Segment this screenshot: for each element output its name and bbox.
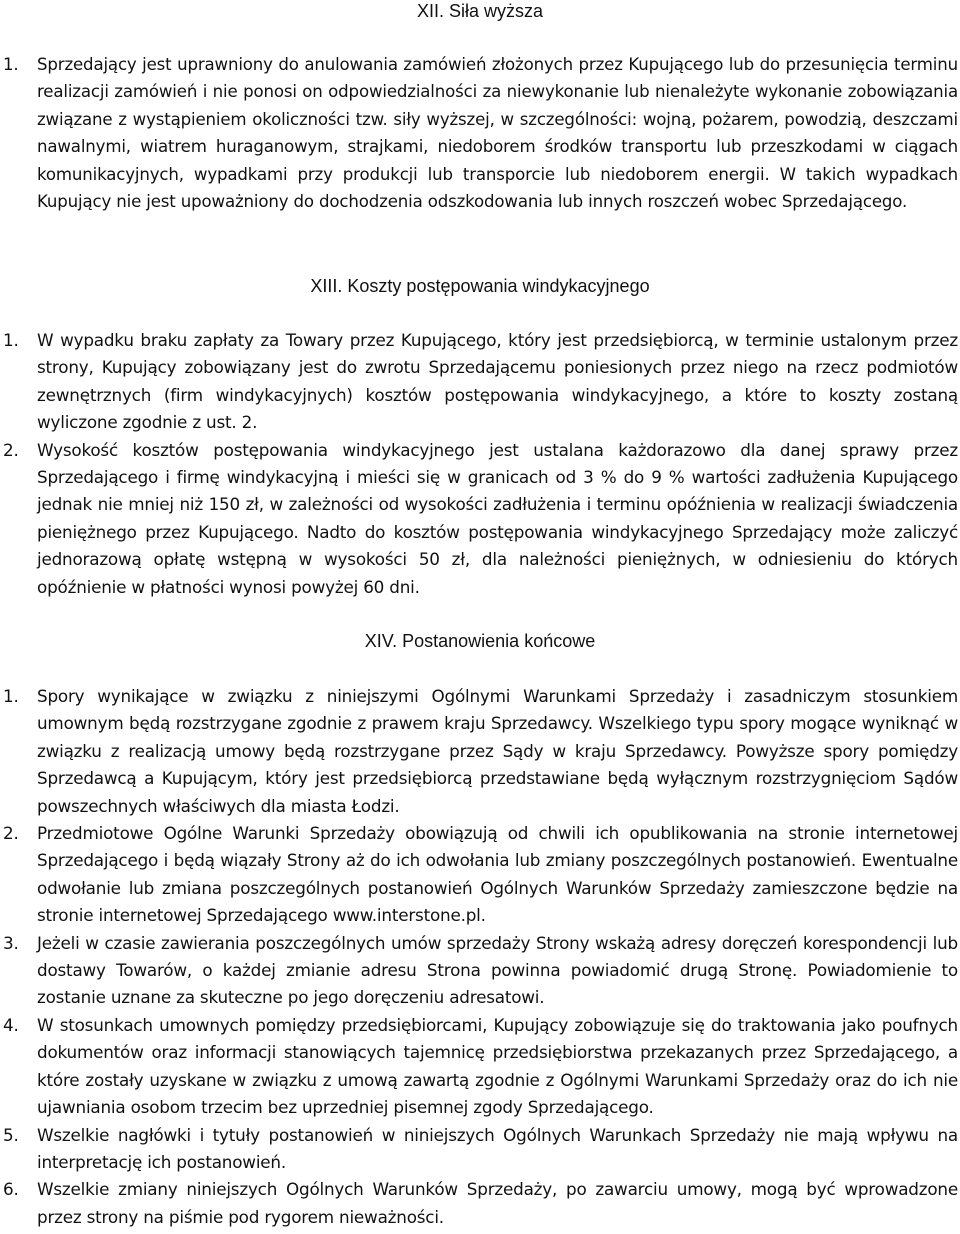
item-text: Wszelkie nagłówki i tytuły postanowień w niniejszych Ogólnych Warunkach Sprzedaży nie mają wpływu na interpretację ich postanowień. [37, 1124, 958, 1172]
item-number: 6. [3, 1179, 19, 1200]
list-item [0, 820, 960, 930]
list-item [0, 327, 960, 437]
item-number: 1. [3, 55, 19, 74]
item-text: W stosunkach umownych pomiędzy przedsiębiorcami, Kupujący zobowiązuje się do traktowania jako poufnych dokumentów oraz informacji stanowiących tajemnicę przedsiębiorstwa przekazanych przez Sprzedającego, a które zostały uzyskane w związku z umową zawartą zgodnie z Ogólnymi Warunkami Sprzedaży oraz do ich nie ujawniania osobom trzecim bez uprzedniej pisemnej zgody Sprzedającego. [37, 1014, 958, 1118]
item-text: Wszelkie zmiany niniejszych Ogólnych Warunków Sprzedaży, po zawarciu umowy, mogą być wprowadzone przez strony na piśmie pod rygorem nieważności. [37, 1179, 958, 1227]
item-text: Spory wynikające w związku z niniejszymi Ogólnymi Warunkami Sprzedaży i zasadniczym stosunkiem umownym będą rozstrzygane zgodnie z prawem kraju Sprzedawcy. Wszelkiego typu spory mogące wyniknąć w związku z realizacją umowy będą rozstrzygane przez Sądy w kraju Sprzedawcy. Powyższe spory pomiędzy Sprzedawcą a Kupującym, który jest przedsiębiorcą przedstawiane będą wyłącznym rozstrzygnięciom Sądów powszechnych właściwych dla miasta Łodzi. [37, 686, 958, 816]
item-text: W wypadku braku zapłaty za Towary przez Kupującego, który jest przedsiębiorcą, w terminie ustalonym przez strony, Kupujący zobowiązany jest do zwrotu Sprzedającemu poniesionych przez niego na rzecz podmiotów zewnętrznych (firm windykacyjnych) kosztów postępowania windykacyjnego, a które to koszty zostaną wyliczone zgodnie z ust. 2. [37, 330, 958, 433]
section-title-force-majeure: XII. Siła wyższa [416, 1, 544, 21]
item-number: 1. [3, 330, 19, 350]
item-number: 1. [3, 686, 19, 706]
item-text: Wysokość kosztów postępowania windykacyjnego jest ustalana każdorazowo dla danej sprawy przez Sprzedającego i firmę windykacyjną i mieści się w granicach od 3 % do 9 % wartości zadłużenia Kupującego jednak nie mniej niż 150 zł, w zależności od wysokości zadłużenia i terminu opóźnienia w realizacji świadczenia pieniężnego przez Kupującego. Nadto do kosztów postępowania windykacyjnego Sprzedający może zaliczyć jednorazową opłatę wstępną w wysokości 50 zł, dla należności pieniężnych, w odniesieniu do których opóźnienie w płatności wynosi powyżej 60 dni. [37, 439, 958, 597]
section-title-collection-costs: XIII. Koszty postępowania windykacyjnego [310, 276, 650, 296]
item-number: 2. [3, 439, 19, 460]
section-list-force-majeure [0, 51, 960, 215]
item-text: Przedmiotowe Ogólne Warunki Sprzedaży obowiązują od chwili ich opublikowania na stronie internetowej Sprzedającego i będą wiązały Strony aż do ich odwołania lub zmiany poszczególnych postanowień. Ewentualne odwołanie lub zmiana poszczególnych postanowień Ogólnych Warunków Sprzedaży zamieszczone będzie na stronie internetowej Sprzedającego www.interstone.pl. [37, 823, 958, 926]
list-item [0, 437, 960, 601]
section-list-collection-costs [0, 327, 960, 601]
list-item [0, 1012, 960, 1122]
list-item [0, 683, 960, 820]
item-number: 3. [3, 932, 19, 953]
item-number: 5. [3, 1124, 19, 1145]
section-list-final-provisions [0, 683, 960, 1231]
item-number: 4. [3, 1014, 19, 1035]
list-item [0, 51, 960, 215]
list-item [0, 930, 960, 1012]
list-item [0, 1176, 960, 1231]
section-title-final-provisions: XIV. Postanowienia końcowe [364, 631, 596, 651]
item-text: Sprzedający jest uprawniony do anulowania zamówień złożonych przez Kupującego lub do przesunięcia terminu realizacji zamówień i nie ponosi on odpowiedzialności za niewykonanie lub nienależyte wykonanie zobowiązania związane z wystąpieniem okoliczności tzw. siły wyższej, w szczególności: wojną, pożarem, powodzią, deszczami nawalnymi, wiatrem huraganowym, strajkami, niedoborem środków transportu lub przeszkodami w ciągach komunikacyjnych, wypadkami przy produkcji lub transporcie lub niedoborem energii. W takich wypadkach Kupujący nie jest upoważniony do dochodzenia odszkodowania lub innych roszczeń wobec Sprzedającego. [37, 55, 958, 212]
item-number: 2. [3, 823, 19, 844]
list-item [0, 1122, 960, 1177]
item-text: Jeżeli w czasie zawierania poszczególnych umów sprzedaży Strony wskażą adresy doręczeń korespondencji lub dostawy Towarów, o każdej zmianie adresu Strona powinna powiadomić drugą Stronę. Powiadomienie to zostanie uznane za skuteczne po jego doręczeniu adresatowi. [37, 932, 958, 1008]
